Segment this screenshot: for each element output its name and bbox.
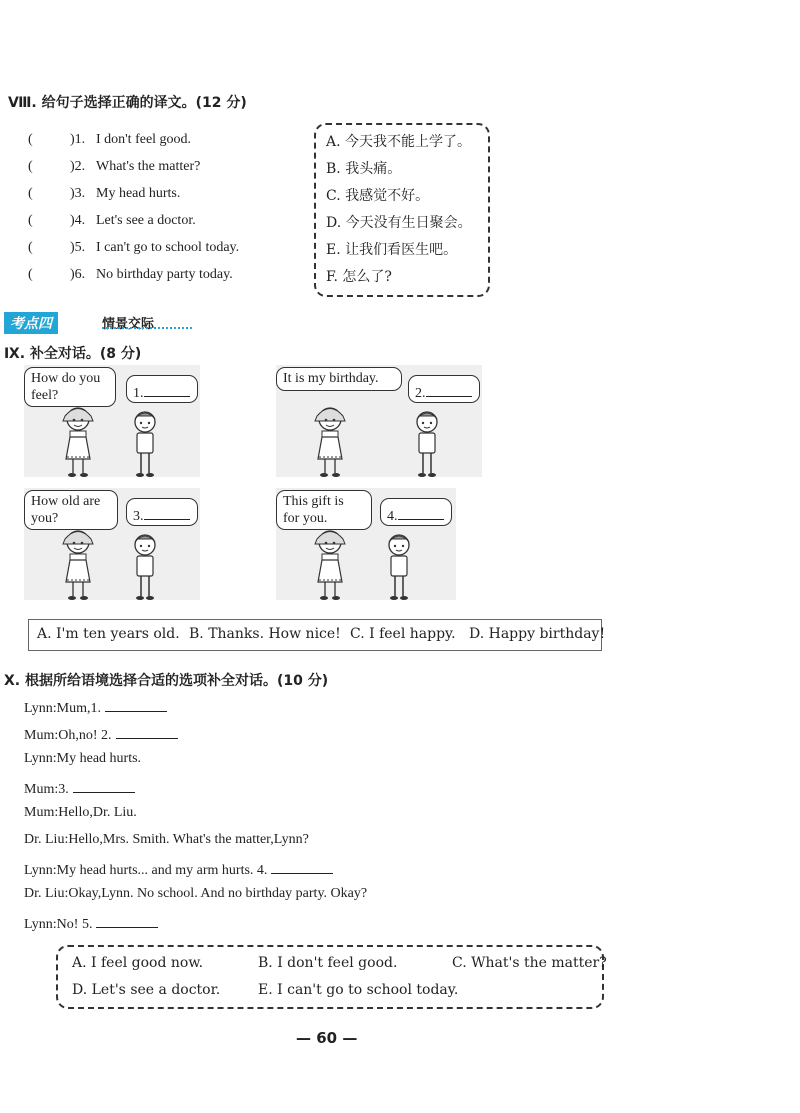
page-number: — 60 — [296, 1029, 358, 1047]
answer-blank[interactable] [96, 913, 158, 928]
answer-blank[interactable] [73, 778, 135, 793]
blank-number: 3. [133, 509, 144, 524]
girl-figure [310, 403, 350, 488]
answer-blank[interactable] [105, 697, 167, 712]
girl-figure [310, 526, 350, 611]
dialogue-panel [276, 488, 456, 600]
answer-blank[interactable] [398, 505, 444, 520]
dialogue-line [24, 751, 141, 767]
dialogue-line [24, 886, 367, 902]
girl-figure [58, 403, 98, 483]
question-number: )3. [70, 186, 86, 201]
translation-option: A. 今天我不能上学了。 [326, 134, 472, 150]
dialogue-text: Mum:3. [24, 782, 69, 797]
answer-choice: B. Thanks. How nice! [189, 626, 341, 642]
boy-speech-bubble [126, 498, 198, 526]
boy-figure [382, 530, 416, 615]
answer-paren[interactable]: ( [28, 186, 33, 201]
girl-figure [58, 526, 98, 606]
question-text: My head hurts. [96, 186, 181, 201]
girl-figure [58, 526, 98, 611]
answer-blank[interactable] [116, 724, 178, 739]
kaodian-label: 情景交际 [102, 317, 155, 332]
section-10-title: Ⅹ. 根据所给语境选择合适的选项补全对话。(10 分) [4, 673, 329, 689]
dialogue-option: C. What's the matter? [452, 955, 607, 971]
girl-figure [310, 526, 350, 606]
dialogue-panel [24, 365, 200, 477]
question-text: Let's see a doctor. [96, 213, 196, 228]
blank-number: 4. [387, 509, 398, 524]
boy-figure [382, 530, 416, 610]
boy-speech-bubble [126, 375, 198, 403]
bubble-text: for you. [283, 511, 328, 526]
translation-option: F. 怎么了? [326, 269, 392, 285]
section-9-title: Ⅸ. 补全对话。(8 分) [4, 346, 142, 362]
boy-figure [410, 407, 444, 492]
answer-blank[interactable] [144, 382, 190, 397]
boy-figure [128, 407, 162, 487]
translation-option: E. 让我们看医生吧。 [326, 242, 458, 258]
dialogue-line [24, 913, 158, 933]
translation-options-box [314, 123, 490, 297]
blank-number: 2. [415, 386, 426, 401]
dialogue-line [24, 832, 309, 848]
bubble-text: you? [31, 511, 59, 526]
bubble-text: How old are [31, 494, 101, 509]
kaodian-header [4, 312, 194, 330]
dialogue-text: Mum:Oh,no! 2. [24, 728, 112, 743]
answer-choice: A. I'm ten years old. [37, 626, 180, 642]
translation-option: B. 我头痛。 [326, 161, 402, 177]
boy-figure [410, 407, 444, 487]
dialogue-text: Dr. Liu:Hello,Mrs. Smith. What's the matter,Lynn? [24, 832, 309, 847]
dialogue-text: Lynn:My head hurts. [24, 751, 142, 766]
translation-option: D. 今天没有生日聚会。 [326, 215, 472, 231]
boy-speech-bubble [408, 375, 480, 403]
dialogue-line [24, 697, 167, 717]
question-text: No birthday party today. [96, 267, 233, 282]
answer-paren[interactable]: ( [28, 267, 33, 282]
dialogue-line [24, 859, 333, 879]
girl-figure [310, 403, 350, 483]
answer-choices-box [28, 619, 606, 651]
girl-speech-bubble [276, 490, 372, 530]
girl-speech-bubble [24, 367, 116, 407]
question-number: )2. [70, 159, 86, 174]
question-text: I don't feel good. [96, 132, 192, 147]
answer-paren[interactable]: ( [28, 240, 33, 255]
dialogue-option: E. I can't go to school today. [258, 982, 459, 998]
answer-choice: C. I feel happy. [350, 626, 456, 642]
dialogue-option: B. I don't feel good. [258, 955, 398, 971]
dialogue-panel [24, 488, 200, 600]
question-number: )1. [70, 132, 86, 147]
answer-blank[interactable] [271, 859, 333, 874]
dialogue-option: A. I feel good now. [72, 955, 204, 971]
dialogue-text: Dr. Liu:Okay,Lynn. No school. And no birthday party. Okay? [24, 886, 368, 901]
bubble-text: How do you [31, 371, 101, 386]
question-number: )4. [70, 213, 86, 228]
boy-figure [128, 530, 162, 615]
girl-figure [58, 403, 98, 488]
answer-paren[interactable]: ( [28, 159, 33, 174]
answer-blank[interactable] [144, 505, 190, 520]
boy-figure [128, 407, 162, 492]
kaodian-underline [102, 327, 192, 329]
bubble-text: feel? [31, 388, 59, 403]
section-8-title: Ⅷ. 给句子选择正确的译文。(12 分) [8, 95, 247, 111]
bubble-text: It is my birthday. [283, 371, 379, 386]
question-text: What's the matter? [96, 159, 201, 174]
dialogue-text: Mum:Hello,Dr. Liu. [24, 805, 137, 820]
answer-paren[interactable]: ( [28, 132, 33, 147]
kaodian-badge: 考点四 [4, 312, 58, 334]
answer-blank[interactable] [426, 382, 472, 397]
boy-figure [128, 530, 162, 610]
question-number: )5. [70, 240, 86, 255]
translation-option: C. 我感觉不好。 [326, 188, 430, 204]
dialogue-text: Lynn:My head hurts... and my arm hurts. 4. [24, 863, 268, 878]
dialogue-line [24, 805, 137, 821]
girl-speech-bubble [276, 367, 402, 391]
bubble-text: This gift is [283, 494, 344, 509]
dialogue-option: D. Let's see a doctor. [72, 982, 221, 998]
dialogue-panel [276, 365, 482, 477]
answer-paren[interactable]: ( [28, 213, 33, 228]
dialogue-text: Lynn:Mum,1. [24, 701, 102, 716]
dialogue-line [24, 724, 178, 744]
blank-number: 1. [133, 386, 144, 401]
dialogue-options-box [56, 945, 607, 1009]
dialogue-line [24, 778, 135, 798]
girl-speech-bubble [24, 490, 118, 530]
question-number: )6. [70, 267, 86, 282]
answer-choice: D. Happy birthday! [469, 626, 606, 642]
dialogue-text: Lynn:No! 5. [24, 917, 93, 932]
boy-speech-bubble [380, 498, 452, 526]
question-text: I can't go to school today. [96, 240, 240, 255]
